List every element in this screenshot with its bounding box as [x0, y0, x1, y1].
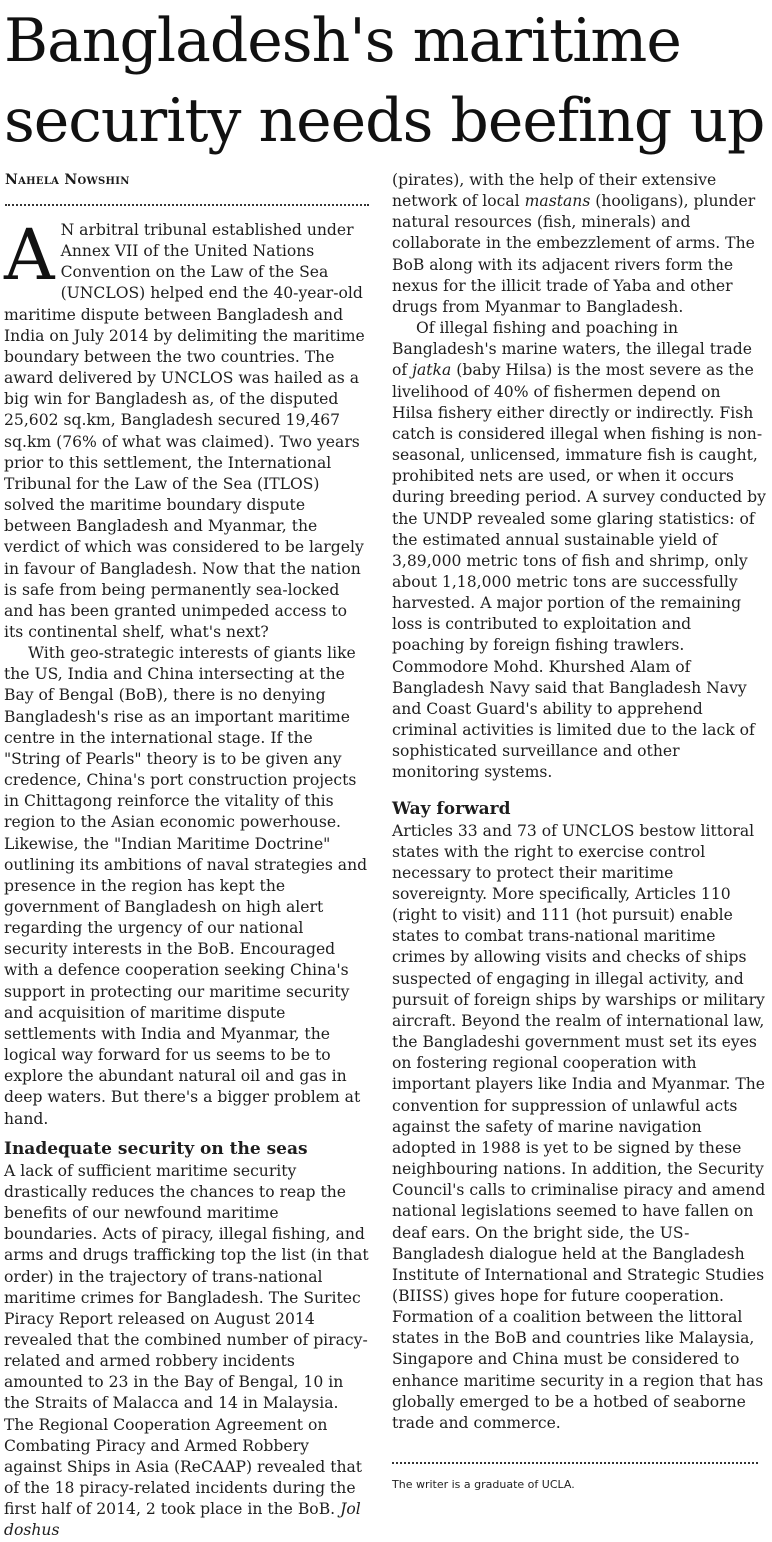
term-jatka: jatka — [412, 361, 452, 380]
term-mastans: mastans — [524, 192, 591, 211]
byline: Nahela Nowshin — [5, 172, 130, 188]
paragraph-pirates-continued — [392, 170, 766, 318]
section-heading-way-forward: Way forward — [392, 798, 511, 819]
paragraph-way-forward: Articles 33 and 73 of UNCLOS bestow littoral states with the right to exercise control necessary to protect their maritime sovereignty. More specifically, Articles 110 (right to visit) and 111 (hot pursuit) enable states to combat trans-national maritime crimes by allowing visits and checks of ships suspected of engaging in illegal activity, and pursuit of foreign ships by warships or military aircraft. Beyond the realm of international law, the Bangladeshi government must set its eyes on fostering regional cooperation with important players like India and Myanmar. The convention for suppression of unlawful acts against the safety of marine navigation adopted in 1988 is yet to be signed by these neighbouring nations. In addition, the Security Council's calls to criminalise piracy and amend national legislations seemed to have fallen on deaf ears. On the bright side, the US-Bangladesh dialogue held at the Bangladesh Institute of International and Strategic Studies (BIISS) gives hope for future cooperation. Formation of a coalition between the littoral states in the BoB and countries like Malaysia, Singapore and China must be considered to enhance maritime security in a region that has globally emerged to be a hotbed of seaborne trade and commerce. — [392, 821, 766, 1432]
paragraph-illegal-fishing — [392, 318, 766, 783]
article-column-2 — [392, 170, 766, 1460]
paragraph-lack-of-security-text: A lack of sufficient maritime security drastically reduces the chances to reap the benefits of our newfound maritime boundaries. Acts of piracy, illegal fishing, and arms and drugs trafficking top the list (in that order) in the trajectory of trans-national maritime crimes for Bangladesh. The Suritec Piracy Report released on August 2014 revealed that the combined number of piracy-related and armed robbery incidents amounted to 23 in the Bay of Bengal, 10 in the Straits of Malacca and 14 in Malaysia. The Regional Cooperation Agreement on Combating Piracy and Armed Robbery against Ships in Asia (ReCAAP) revealed that of the 18 piracy-related incidents during the first half of 2014, 2 took place in the BoB. — [4, 1161, 369, 1519]
headline-line-1: Bangladesh's maritime — [4, 6, 681, 76]
paragraph-lack-of-security — [4, 1161, 370, 1542]
footnote-divider — [392, 1462, 758, 1464]
pirates-text-b: (hooligans), plunder natural resources (fish, minerals) and collaborate in the embezzlement of arms. The BoB along with its adjacent rivers form the nexus for the illicit trade of Yaba and other drugs from Myanmar to Bangladesh. — [392, 192, 756, 316]
headline-line-2: security needs beefing up — [4, 86, 765, 156]
headline — [4, 0, 770, 160]
paragraph-geostrategic: With geo-strategic interests of giants like the US, India and China intersecting at the Bay of Bengal (BoB), there is no denying Bangladesh's rise as an important maritime centre in the international stage. If the "String of Pearls" theory is to be given any credence, China's port construction projects in Chittagong reinforce the vitality of this region to the Asian economic powerhouse. Likewise, the "Indian Maritime Doctrine" outlining its ambitions of naval strategies and presence in the region has kept the government of Bangladesh on high alert regarding the urgency of our national security interests in the BoB. Encouraged with a defence cooperation seeking China's support in protecting our maritime security and acquisition of maritime dispute settlements with India and Myanmar, the logical way forward for us seems to be to explore the abundant natural oil and gas in deep waters. But there's a bigger problem at hand. — [4, 644, 368, 1128]
section-heading-inadequate-security: Inadequate security on the seas — [4, 1138, 308, 1159]
term-jol-doshus: Jol doshus — [4, 1500, 361, 1540]
drop-cap: A — [4, 214, 55, 296]
article-column-1 — [4, 214, 370, 1540]
pirates-text-a: (pirates), with the help of their extensive network of local — [392, 171, 717, 211]
byline-divider — [5, 204, 369, 206]
paragraph-intro-text: N arbitral tribunal established under Annex VII of the United Nations Convention on the Law of the Sea (UNCLOS) helped end the 40-year-old maritime dispute between Bangladesh and India on July 2014 by delimiting the maritime boundary between the two countries. The award delivered by UNCLOS was hailed as a big win for Bangladesh as, of the disputed 25,602 sq.km, Bangladesh secured 19,467 sq.km (76% of what was claimed). Two years prior to this settlement, the International Tribunal for the Law of the Sea (ITLOS) solved the maritime boundary dispute between Bangladesh and Myanmar, the verdict of which was considered to be largely in favour of Bangladesh. Now that the nation is safe from being permanently sea-locked and has been granted unimpeded access to its continental shelf, what's next? — [4, 221, 365, 641]
author-footnote: The writer is a graduate of UCLA. — [392, 1478, 575, 1491]
fishing-text-a: Of illegal fishing and poaching in Bangladesh's marine waters, the illegal trade of — [392, 319, 752, 380]
fishing-text-b: (baby Hilsa) is the most severe as the livelihood of 40% of fishermen depend on Hilsa fishery either directly or indirectly. Fish catch is considered illegal when fishing is non-seasonal, unlicensed, immature fish is caught, prohibited nets are used, or when it occurs during breeding period. A survey conducted by the UNDP revealed some glaring statistics: of the estimated annual sustainable yield of 3,89,000 metric tons of fish and shrimp, only about 1,18,000 metric tons are successfully harvested. A major portion of the remaining loss is contributed to exploitation and poaching by foreign fishing trawlers. Commodore Mohd. Khurshed Alam of Bangladesh Navy said that Bangladesh Navy and Coast Guard's ability to apprehend criminal activities is limited due to the lack of sophisticated surveillance and other monitoring systems. — [392, 361, 766, 782]
paragraph-intro — [4, 214, 370, 643]
